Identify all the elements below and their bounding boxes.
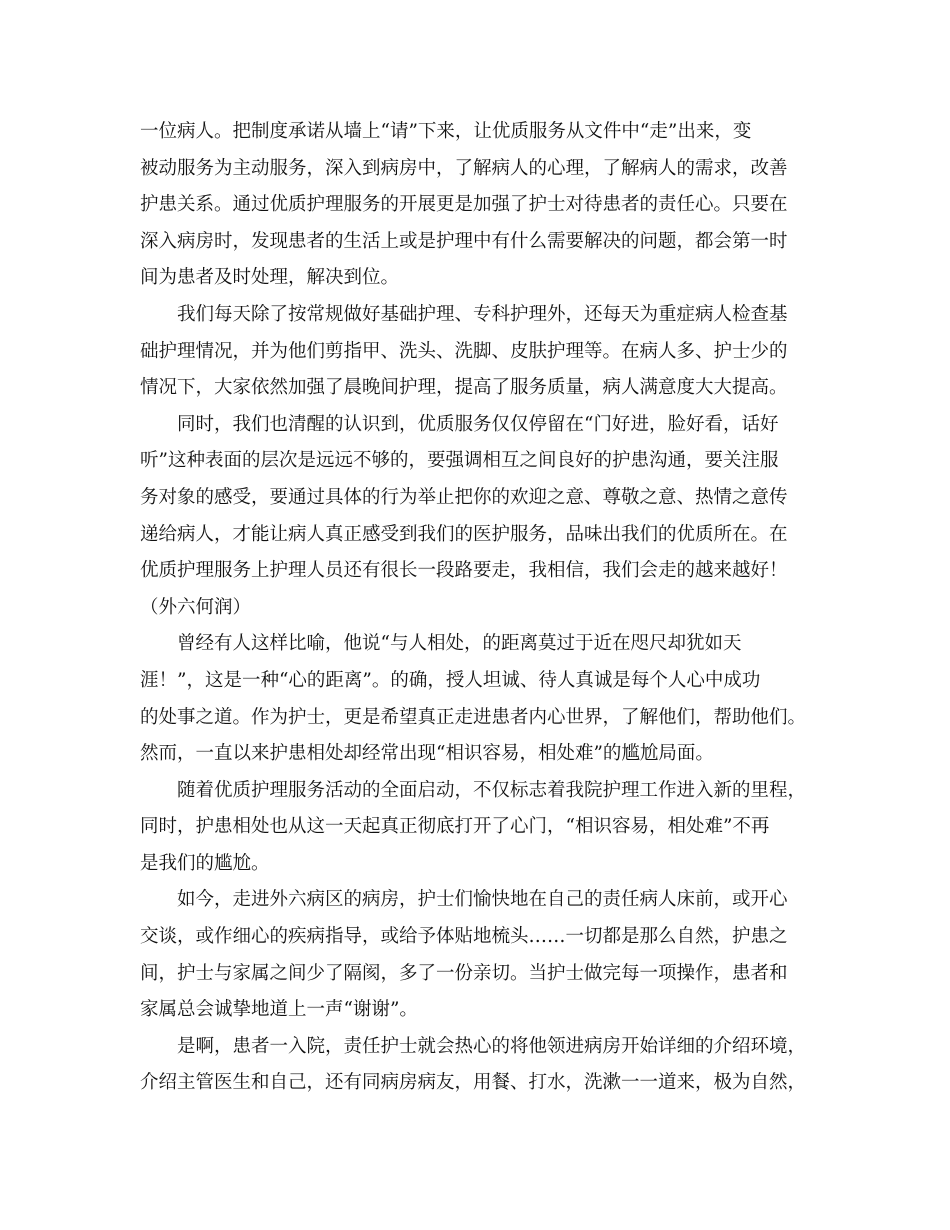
text-line: 情况下，大家依然加强了晨晚间护理，提高了服务质量，病人满意度大大提高。 [140, 377, 788, 399]
text-line: 家属总会诚挚地道上一声“谢谢”。 [140, 999, 418, 1021]
text-line: （外六何润） [140, 596, 252, 618]
text-line: 同时，护患相处也从这一天起真正彻底打开了心门，“相识容易，相处难”不再 [140, 816, 770, 838]
text-line: 优质护理服务上护理人员还有很长一段路要走，我相信，我们会走的越来越好！ [140, 560, 788, 582]
text-line: 是我们的尴尬。 [140, 852, 270, 874]
text-line: 被动服务为主动服务，深入到病房中，了解病人的心理，了解病人的需求，改善 [140, 157, 788, 179]
text-line: 然而，一直以来护患相处却经常出现“相识容易，相处难”的尴尬局面。 [140, 743, 714, 765]
text-line: 深入病房时，发现患者的生活上或是护理中有什么需要解决的问题，都会第一时 [140, 230, 788, 252]
text-line: 随着优质护理服务活动的全面启动，不仅标志着我院护理工作进入新的里程， [177, 779, 807, 801]
text-line: 间为患者及时处理，解决到位。 [140, 267, 400, 289]
text-line: 涯！”，这是一种“心的距离”。的确，授人坦诚、待人真诚是每个人心中成功 [140, 669, 761, 691]
text-line: 介绍主管医生和自己，还有同病房病友，用餐、打水，洗漱一一道来，极为自然， [140, 1072, 807, 1094]
text-line: 递给病人，才能让病人真正感受到我们的医护服务，品味出我们的优质所在。在 [140, 523, 788, 545]
text-line: 一位病人。把制度承诺从墙上“请”下来，让优质服务从文件中“走”出来，变 [140, 121, 752, 142]
text-line: 是啊，患者一入院，责任护士就会热心的将他领进病房开始详细的介绍环境， [177, 1035, 807, 1057]
text-line: 如今，走进外六病区的病房，护士们愉快地在自己的责任病人床前，或开心 [177, 889, 788, 911]
text-line: 护患关系。通过优质护理服务的开展更是加强了护士对待患者的责任心。只要在 [140, 194, 788, 216]
text-line: 础护理情况，并为他们剪指甲、洗头、洗脚、皮肤护理等。在病人多、护士少的 [140, 340, 788, 362]
text-line: 交谈，或作细心的疾病指导，或给予体贴地梳头……一切都是那么自然，护患之 [140, 926, 788, 948]
text-line: 我们每天除了按常规做好基础护理、专科护理外，还每天为重症病人检查基 [177, 303, 788, 325]
text-line: 间，护士与家属之间少了隔阂，多了一份亲切。当护士做完每一项操作，患者和 [140, 962, 788, 984]
text-line: 务对象的感受，要通过具体的行为举止把你的欢迎之意、尊敬之意、热情之意传 [140, 486, 788, 508]
text-line: 同时，我们也清醒的认识到，优质服务仅仅停留在“门好进，脸好看，话好 [177, 413, 779, 435]
text-line: 曾经有人这样比喻，他说“与人相处，的距离莫过于近在咫尺却犹如天 [177, 633, 742, 655]
text-line: 听”这种表面的层次是远远不够的，要强调相互之间良好的护患沟通，要关注服 [140, 450, 779, 472]
document-body [140, 114, 820, 1102]
text-line: 的处事之道。作为护士，更是希望真正走进患者内心世界，了解他们，帮助他们。 [140, 706, 807, 728]
